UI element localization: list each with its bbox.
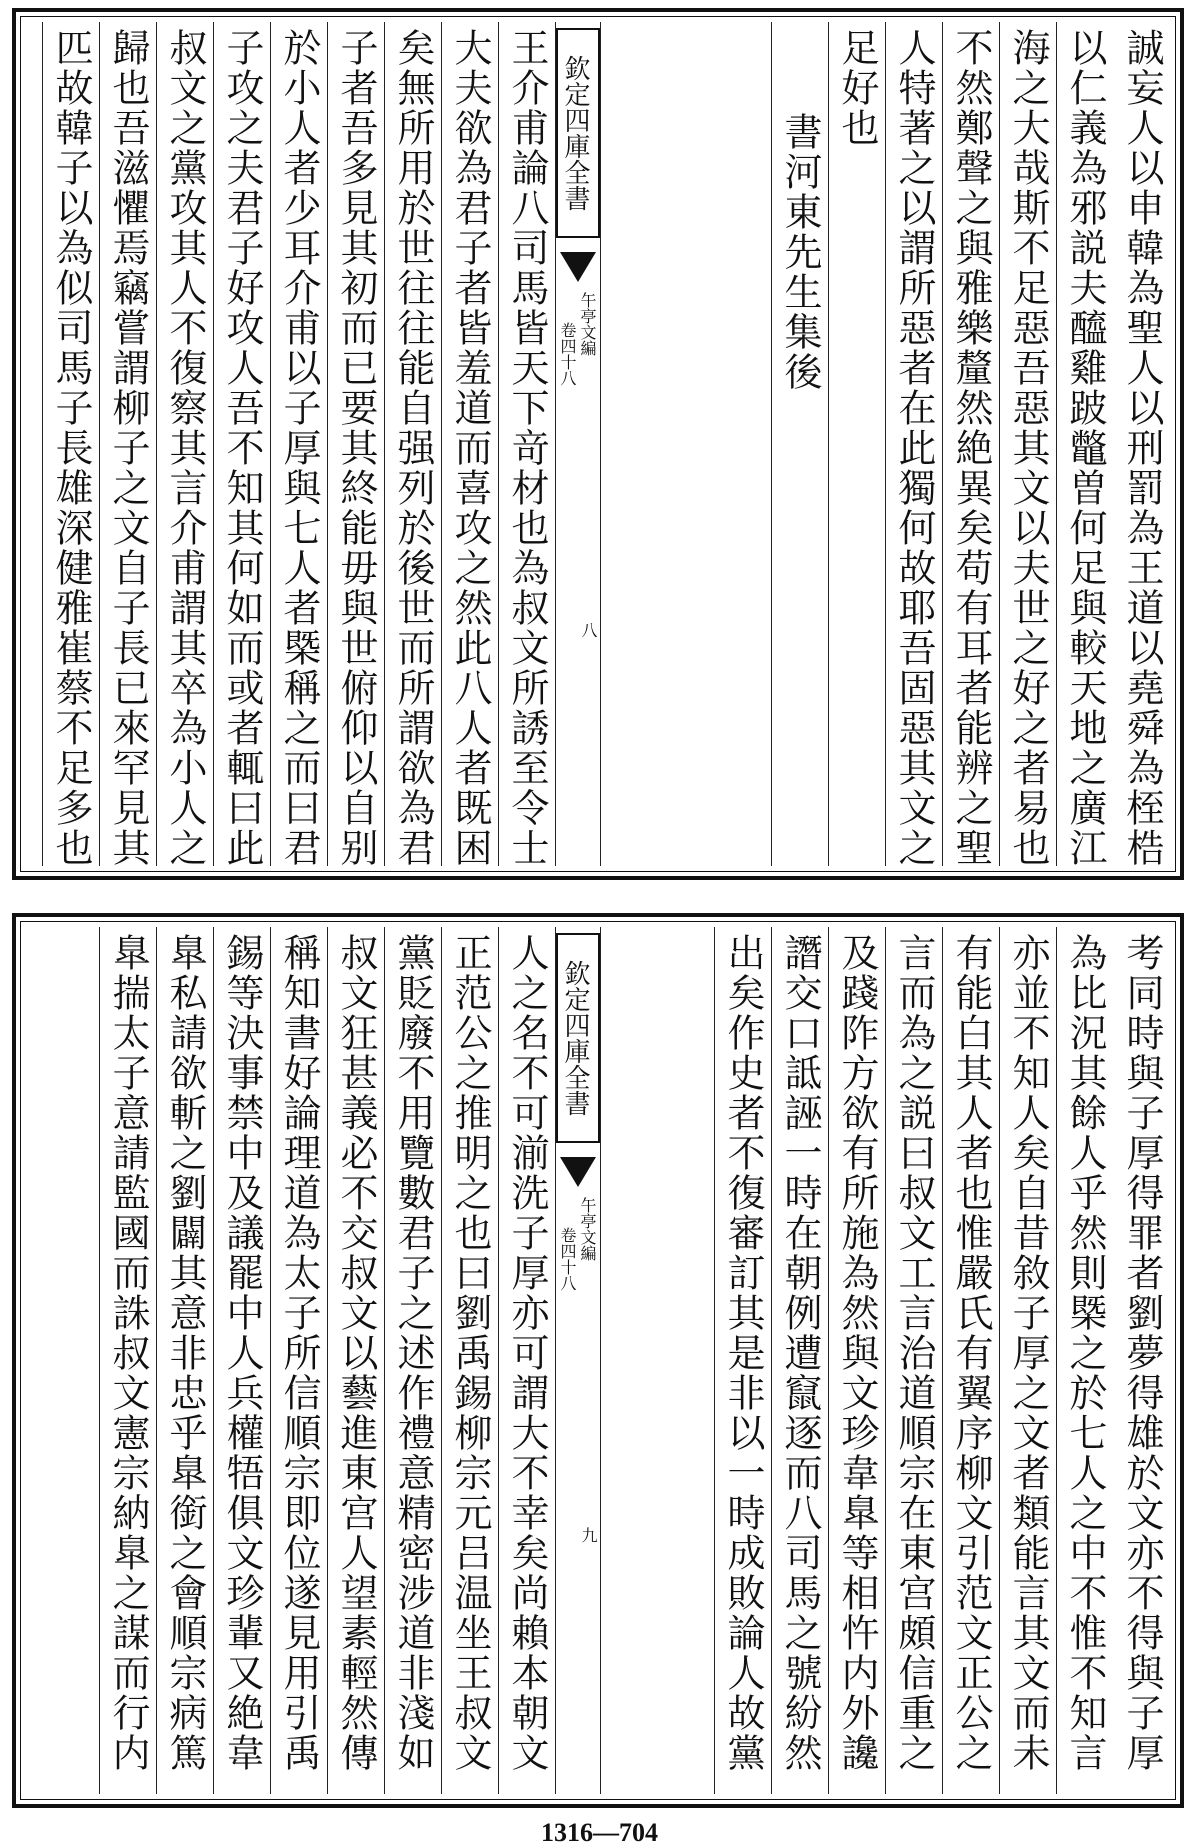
column-text: 子攻之夫君子好攻人吾不知其何如而或者輒曰此 bbox=[220, 28, 264, 868]
text-column bbox=[828, 927, 885, 1794]
column-text: 有能白其人者也惟嚴氏有翼序柳文引范文正公之 bbox=[949, 933, 993, 1773]
fishtail-mark-icon bbox=[560, 1157, 596, 1187]
text-column bbox=[1113, 22, 1170, 866]
column-text: 匹故韓子以為似司馬子長雄深健雅崔蔡不足多也 bbox=[49, 28, 93, 868]
column-text: 黨貶廢不用覽數君子之述作禮意精密涉道非淺如 bbox=[391, 933, 435, 1773]
work-title: 午亭文編 bbox=[578, 292, 597, 356]
column-text: 叔文狂甚義必不交叔文以藝進東宫人望素輕然傳 bbox=[334, 933, 378, 1773]
column-text: 子者吾多見其初而已要其終能毋與世俯仰以自别 bbox=[334, 28, 378, 868]
center-margin-strip bbox=[555, 927, 601, 1794]
column-text: 錫等決事禁中及議罷中人兵權牾俱文珍輩又絶韋 bbox=[220, 933, 264, 1773]
column-text: 亦並不知人矣自昔敘子厚之文者類能言其文而未 bbox=[1006, 933, 1050, 1773]
column-text: 人特著之以謂所惡者在此獨何故耶吾固惡其文之 bbox=[892, 28, 936, 868]
text-column bbox=[384, 927, 441, 1794]
text-column bbox=[441, 22, 498, 866]
column-text: 人之名不可湔洗子厚亦可謂大不幸矣尚賴本朝文 bbox=[505, 933, 549, 1773]
text-column bbox=[885, 22, 942, 866]
library-title: 欽定四庫全書 bbox=[556, 933, 600, 1143]
column-text: 臯私請欲斬之劉闢其意非忠乎臯銜之會順宗病篤 bbox=[163, 933, 207, 1773]
text-column bbox=[213, 927, 270, 1794]
column-text: 矣無所用於世往往能自强列於後世而所謂欲為君 bbox=[391, 28, 435, 868]
text-column bbox=[327, 22, 384, 866]
section-heading-column bbox=[771, 22, 828, 866]
text-column bbox=[384, 22, 441, 866]
top-page bbox=[12, 8, 1184, 880]
column-text: 叔文之黨攻其人不復察其言介甫謂其卒為小人之 bbox=[163, 28, 207, 868]
text-column bbox=[999, 927, 1056, 1794]
text-column bbox=[213, 22, 270, 866]
column-text: 稱知書好論理道為太子所信順宗即位遂見用引禹 bbox=[277, 933, 321, 1773]
column-text: 王介甫論八司馬皆天下竒材也為叔文所誘至令士 bbox=[505, 28, 549, 868]
text-column bbox=[942, 927, 999, 1794]
text-column bbox=[885, 927, 942, 1794]
text-column bbox=[498, 927, 555, 1794]
text-column bbox=[327, 927, 384, 1794]
folio-number: 九 bbox=[579, 1527, 598, 1543]
column-text: 以仁義為邪説夫醯雞跛鼈曽何足與較天地之廣江 bbox=[1063, 28, 1107, 868]
text-column bbox=[942, 22, 999, 866]
text-column bbox=[99, 927, 156, 1794]
text-column bbox=[714, 927, 771, 1794]
column-text: 出矣作史者不復審訂其是非以一時成敗論人故黨 bbox=[721, 933, 765, 1773]
column-text: 於小人者少耳介甫以子厚與七人者槩稱之而曰君 bbox=[277, 28, 321, 868]
work-title: 午亭文編 bbox=[578, 1197, 597, 1261]
column-text: 歸也吾滋懼焉竊嘗謂柳子之文自子長已來罕見其 bbox=[106, 28, 150, 868]
text-column bbox=[156, 927, 213, 1794]
text-column bbox=[270, 927, 327, 1794]
bottom-page bbox=[12, 913, 1184, 1808]
text-column bbox=[1056, 22, 1113, 866]
text-column bbox=[156, 22, 213, 866]
column-text: 為比況其餘人乎然則槩之於七人之中不惟不知言 bbox=[1063, 933, 1107, 1773]
text-column bbox=[1113, 927, 1170, 1794]
text-column bbox=[771, 927, 828, 1794]
library-title: 欽定四庫全書 bbox=[556, 28, 600, 238]
column-text: 大夫欲為君子者皆羞道而喜攻之然此八人者既困 bbox=[448, 28, 492, 868]
column-text: 不然鄭聲之與雅樂釐然絶異矣苟有耳者能辨之聖 bbox=[949, 28, 993, 868]
top-page-columns bbox=[26, 22, 1170, 866]
column-text: 考同時與子厚得罪者劉夢得雄於文亦不得與子厚 bbox=[1120, 933, 1164, 1773]
page-footer-number: 1316—704 bbox=[541, 1818, 658, 1847]
bottom-page-columns bbox=[26, 927, 1170, 1794]
column-text: 誠妄人以申韓為聖人以刑罰為王道以堯舜為桎梏 bbox=[1120, 28, 1164, 868]
volume-number: 卷四十八 bbox=[558, 322, 577, 386]
volume-number: 卷四十八 bbox=[558, 1227, 577, 1291]
column-text: 足好也 bbox=[835, 28, 879, 148]
column-text: 譖交口詆誣一時在朝例遭竄逐而八司馬之號紛然 bbox=[778, 933, 822, 1773]
text-column bbox=[42, 22, 99, 866]
center-margin-strip bbox=[555, 22, 601, 866]
folio-number: 八 bbox=[579, 622, 598, 638]
text-column bbox=[828, 22, 885, 866]
column-text: 海之大哉斯不足惡吾惡其文以夫世之好之者易也 bbox=[1006, 28, 1050, 868]
column-text: 及踐阼方欲有所施為然與文珍韋臯等相忤内外讒 bbox=[835, 933, 879, 1773]
column-text: 臯揣太子意請監國而誅叔文憲宗納臯之謀而行内 bbox=[106, 933, 150, 1773]
column-text: 正范公之推明之也曰劉禹錫柳宗元吕温坐王叔文 bbox=[448, 933, 492, 1773]
text-column bbox=[441, 927, 498, 1794]
column-text: 言而為之説曰叔文工言治道順宗在東宫頗信重之 bbox=[892, 933, 936, 1773]
text-column bbox=[99, 22, 156, 866]
column-text: 書河東先生集後 bbox=[778, 112, 822, 392]
text-column bbox=[1056, 927, 1113, 1794]
text-column bbox=[270, 22, 327, 866]
text-column bbox=[999, 22, 1056, 866]
fishtail-mark-icon bbox=[560, 252, 596, 282]
text-column bbox=[498, 22, 555, 866]
